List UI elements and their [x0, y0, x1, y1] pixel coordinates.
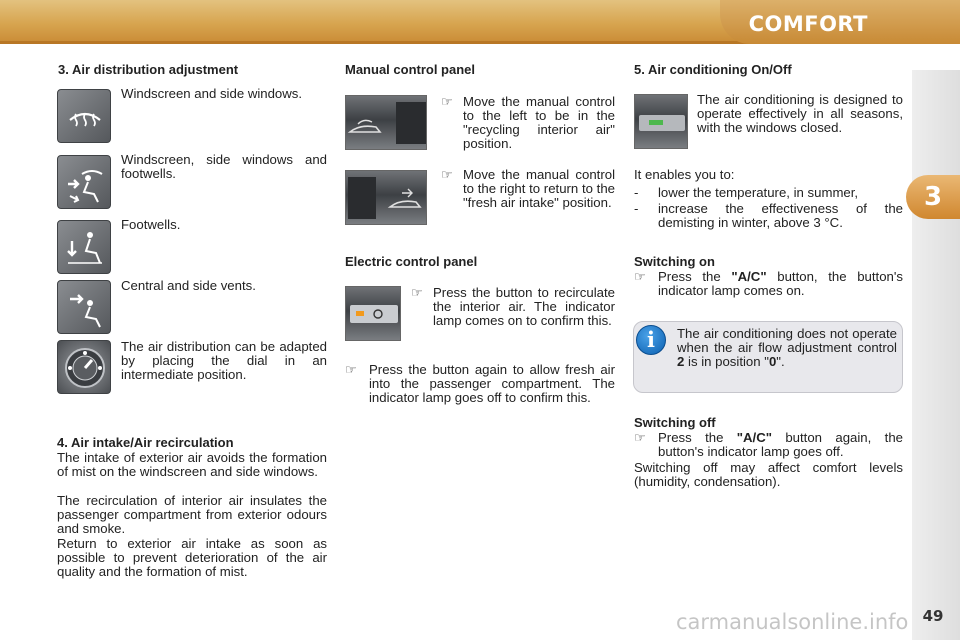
ac-button-photo — [634, 94, 688, 149]
distribution-item-text: Windscreen and side windows. — [121, 86, 303, 101]
ac-benefit-item: increase the effectiveness of the demisting in winter, above 3 °C. — [658, 201, 903, 230]
section-4-heading: 4. Air intake/Air recirculation — [57, 435, 234, 450]
distribution-item-text: Central and side vents. — [121, 278, 256, 293]
chapter-number: 3 — [923, 182, 943, 212]
side-strip — [912, 70, 960, 640]
distribution-item-text: Footwells. — [121, 217, 181, 232]
list-dash: - — [634, 201, 639, 216]
manual-panel-heading: Manual control panel — [345, 62, 476, 77]
list-dash: - — [634, 185, 639, 200]
watermark: carmanualsonline.info — [676, 610, 909, 634]
windscreen-footwell-icon — [57, 155, 111, 209]
ac-intro-text: The air conditioning is designed to operate effectively in all seasons, with the windows closed. — [697, 92, 903, 135]
electric-control-instruction: Press the button to recirculate the interior air. The indicator lamp comes on to confirm this. — [433, 285, 615, 328]
section-3-heading: 3. Air distribution adjustment — [58, 62, 239, 77]
face-vent-icon — [57, 280, 111, 334]
ac-benefit-item: lower the temperature, in summer, — [658, 185, 859, 200]
section-5-heading: 5. Air conditioning On/Off — [634, 62, 792, 77]
switching-off-note: Switching off may affect comfort levels (humidity, condensation). — [634, 460, 903, 489]
manual-control-instruction: Move the manual control to the left to be in the "recycling interior air" position. — [463, 94, 615, 151]
manual-control-recycle-photo — [345, 95, 427, 150]
electric-control-instruction: Press the button again to allow fresh air into the passenger compartment. The indicator lamp goes off to confirm this. — [369, 362, 615, 405]
page-number: 49 — [922, 607, 944, 625]
bullet-icon: ☞ — [441, 167, 453, 182]
switching-off-heading: Switching off — [634, 415, 716, 430]
distribution-item-text: Windscreen, side windows and footwells. — [121, 152, 327, 181]
switching-on-instruction: Press the "A/C" button, the button's indicator lamp comes on. — [658, 269, 903, 298]
switching-on-heading: Switching on — [634, 254, 715, 269]
bullet-icon: ☞ — [634, 430, 646, 445]
footwell-icon — [57, 220, 111, 274]
info-icon: i — [636, 325, 666, 355]
manual-control-instruction: Move the manual control to the right to return to the "fresh air intake" position. — [463, 167, 615, 210]
info-box-text: The air conditioning does not operate when the air flow adjustment control 2 is in position "0". — [677, 326, 897, 369]
section-4-paragraph: The intake of exterior air avoids the formation of mist on the windscreen and side windows. — [57, 450, 327, 479]
bullet-icon: ☞ — [441, 94, 453, 109]
section-4-paragraph: Return to exterior air intake as soon as possible to prevent deterioration of the air quality and the formation of mist. — [57, 536, 327, 579]
ac-enables-text: It enables you to: — [634, 167, 735, 182]
switching-off-instruction: Press the "A/C" button again, the button's indicator lamp goes off. — [658, 430, 903, 459]
page-title: COMFORT — [748, 12, 868, 36]
section-4-paragraph: The recirculation of interior air insulates the passenger compartment from exterior odours and smoke. — [57, 493, 327, 536]
bullet-icon: ☞ — [411, 285, 423, 300]
bullet-icon: ☞ — [634, 269, 646, 284]
electric-panel-heading: Electric control panel — [345, 254, 478, 269]
bullet-icon: ☞ — [345, 362, 357, 377]
manual-control-fresh-photo — [345, 170, 427, 225]
electric-recirculation-button-photo — [345, 286, 401, 341]
distribution-item-text: The air distribution can be adapted by placing the dial in an intermediate position. — [121, 339, 327, 382]
distribution-dial-icon — [57, 340, 111, 394]
windscreen-demist-icon — [57, 89, 111, 143]
